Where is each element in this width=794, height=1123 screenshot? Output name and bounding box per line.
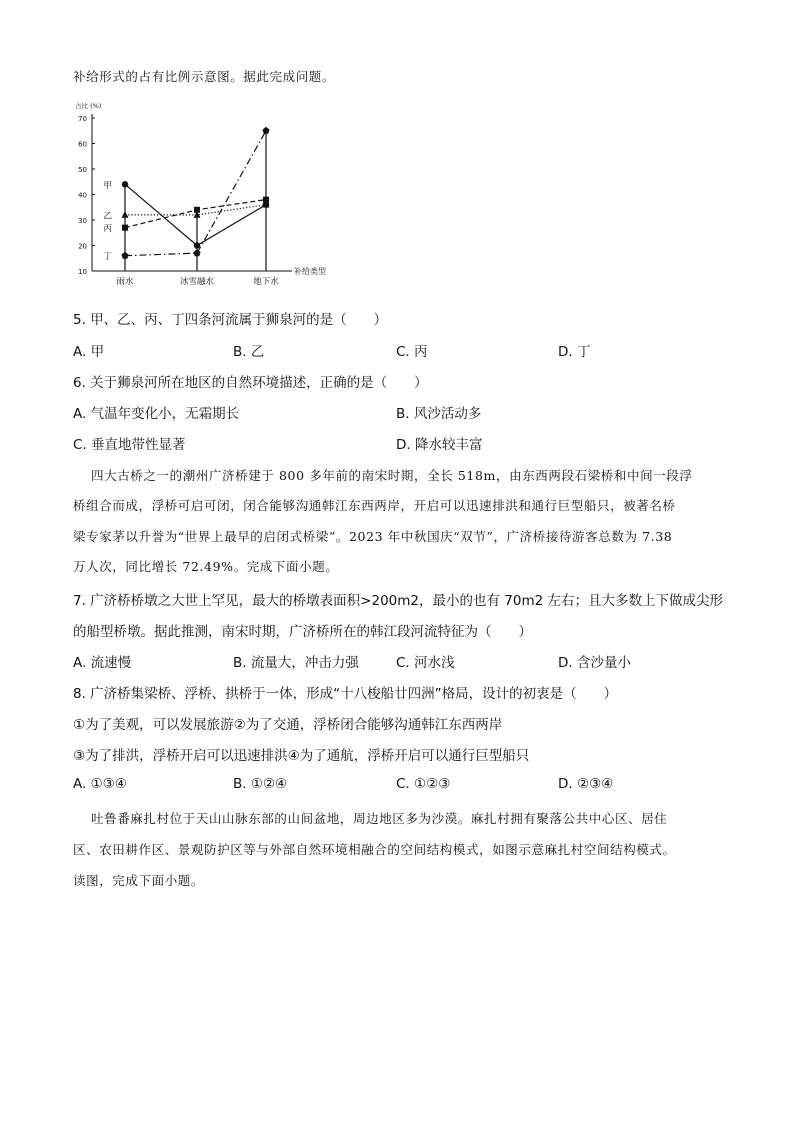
series-marker-4	[262, 127, 269, 134]
passage2-line3: 梁专家茅以升誉为“世界上最早的启闭式桥梁”。2023 年中秋国庆“双节”，广济桥接待游客总数为 7.38	[73, 529, 673, 544]
q8-stem: 8. 广济桥集梁桥、浮桥、拱桥于一体，形成“十八梭船廿四洲”格局，设计的初衷是（ ）	[73, 686, 618, 702]
x-axis-label: 补给类型	[294, 267, 326, 276]
q5-option-a[interactable]: A. 甲	[73, 344, 105, 360]
series-marker-3	[194, 207, 200, 213]
q7-option-a[interactable]: A. 流速慢	[73, 655, 132, 671]
y-axis-label: 占比 (%)	[75, 102, 102, 110]
q8-option-a[interactable]: A. ①③④	[73, 776, 127, 792]
series-label-3: 丙	[103, 224, 112, 235]
passage2-line1: 四大古桥之一的潮州广济桥建于 800 多年前的南宋时期，全长 518m，由东西两段石梁桥和中间一段浮	[91, 468, 693, 483]
series-marker-3	[263, 197, 269, 203]
q7-stem-line1: 7. 广济桥桥墩之大世上罕见，最大的桥墩表面积>200m2，最小的也有 70m2 左右；且大多数上下做成尖形	[73, 593, 723, 609]
series-marker-4	[121, 252, 128, 259]
passage3-line3: 读图，完成下面小题。	[73, 873, 205, 888]
y-tick-label: 40	[78, 191, 87, 200]
q8-items-line2: ③为了排洪，浮桥开启可以迅速排洪④为了通航，浮桥开启可以通行巨型船只	[73, 748, 530, 764]
y-tick-label: 20	[78, 242, 87, 251]
series-line-4	[125, 131, 266, 256]
series-marker-4	[193, 249, 200, 256]
q8-option-b[interactable]: B. ①②④	[233, 776, 288, 792]
series-label-2: 乙	[103, 211, 112, 222]
q6-option-d[interactable]: D. 降水较丰富	[396, 437, 483, 453]
chart-axes	[75, 101, 326, 287]
series-line-3	[125, 200, 266, 228]
series-label-1: 甲	[103, 180, 112, 191]
q7-option-d[interactable]: D. 含沙量小	[558, 655, 631, 671]
series-label-4: 丁	[103, 252, 112, 263]
q5-option-b[interactable]: B. 乙	[233, 344, 265, 360]
q8-items-line1: ①为了美观，可以发展旅游②为了交通，浮桥闭合能够沟通韩江东西两岸	[73, 717, 503, 733]
y-tick-label: 30	[78, 217, 87, 225]
passage3-line2: 区、农田耕作区、景观防护区等与外部自然环境相融合的空间结构模式，如图示意麻扎村空间结构模式。	[73, 842, 676, 857]
series-marker-3	[122, 225, 128, 231]
q6-option-b[interactable]: B. 风沙活动多	[396, 406, 482, 422]
q6-option-c[interactable]: C. 垂直地带性显著	[73, 437, 186, 453]
q8-option-c[interactable]: C. ①②③	[396, 776, 451, 792]
series-marker-2	[122, 211, 129, 218]
intro-text: 补给形式的占有比例示意图。据此完成问题。	[73, 69, 336, 84]
q5-stem: 5. 甲、乙、丙、丁四条河流属于狮泉河的是（ ）	[73, 312, 388, 328]
passage2-line4: 万人次，同比增长 72.49%。完成下面小题。	[73, 559, 339, 574]
series-marker-1	[194, 242, 200, 248]
y-tick-label: 10	[78, 268, 87, 276]
x-tick-label: 雨水	[116, 277, 134, 287]
passage3-line1: 吐鲁番麻扎村位于天山山脉东部的山间盆地，周边地区多为沙漠。麻扎村拥有聚落公共中心区、居住	[91, 811, 668, 826]
q6-option-a[interactable]: A. 气温年变化小，无霜期长	[73, 406, 240, 422]
y-tick-label: 50	[78, 166, 87, 174]
series-marker-1	[122, 181, 128, 187]
river-recharge-chart	[62, 96, 352, 292]
q7-stem-line2: 的船型桥墩。据此推测，南宋时期，广济桥所在的韩江段河流特征为（ ）	[73, 624, 532, 640]
chart-series	[103, 127, 269, 262]
q6-stem: 6. 关于狮泉河所在地区的自然环境描述，正确的是（ ）	[73, 375, 428, 391]
q5-option-d[interactable]: D. 丁	[558, 344, 591, 360]
y-tick-label: 60	[78, 140, 87, 149]
q7-option-b[interactable]: B. 流量大，冲击力强	[233, 655, 359, 671]
y-tick-label: 70	[78, 115, 87, 123]
q8-option-d[interactable]: D. ②③④	[558, 776, 614, 792]
q5-option-c[interactable]: C. 丙	[396, 344, 428, 360]
q7-option-c[interactable]: C. 河水浅	[396, 655, 455, 671]
x-tick-label: 冰雪融水	[179, 277, 215, 287]
x-tick-label: 地下水	[253, 277, 279, 287]
passage2-line2: 桥组合而成，浮桥可启可闭，闭合能够沟通韩江东西两岸，开启可以迅速排洪和通行巨型船只，被著名桥	[73, 498, 676, 513]
